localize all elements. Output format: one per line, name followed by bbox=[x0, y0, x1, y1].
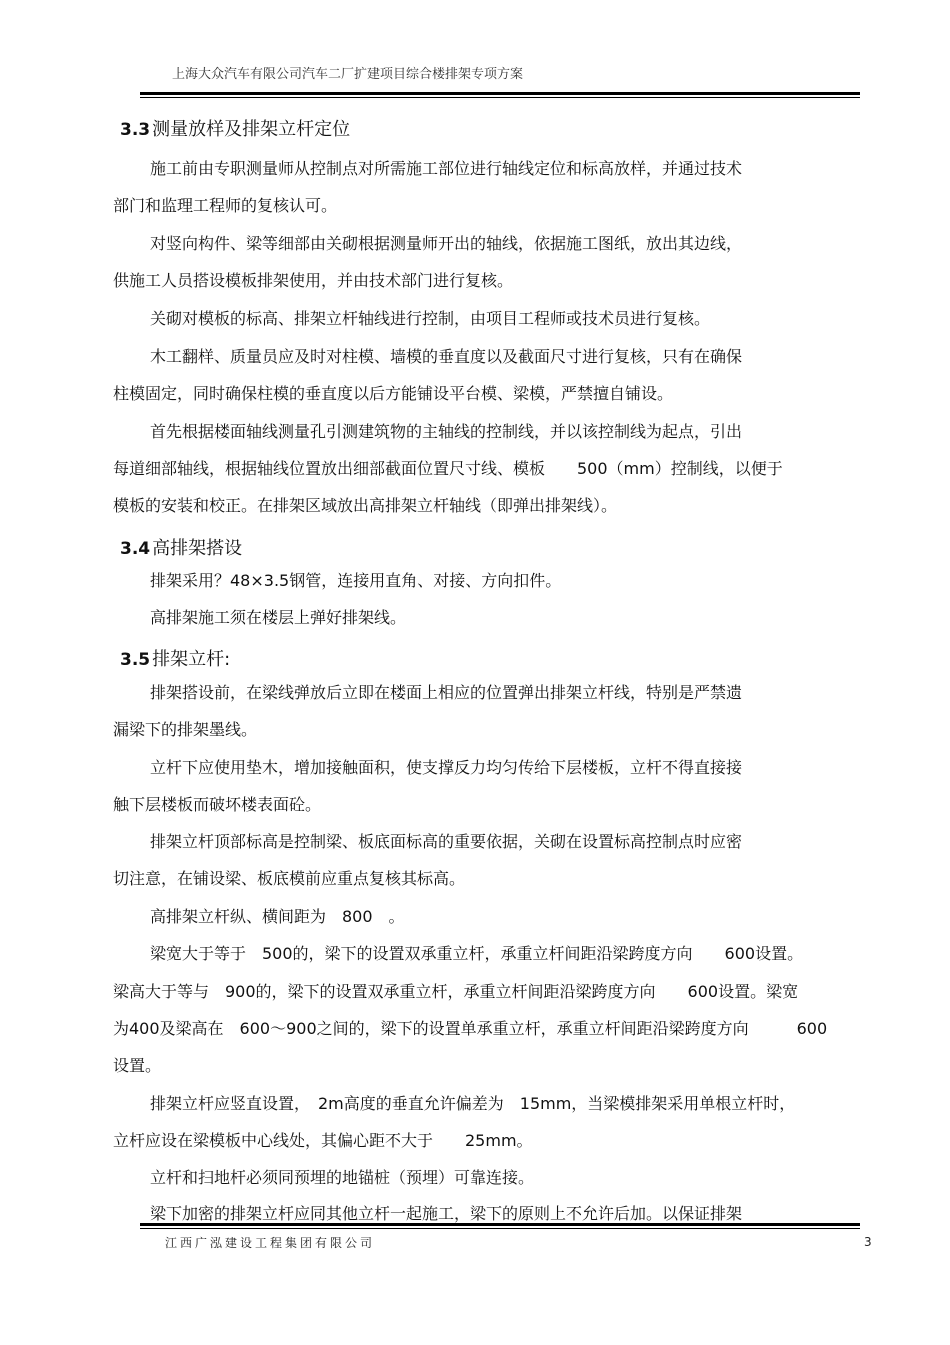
paragraph-line: 漏梁下的排架墨线。 bbox=[113, 720, 258, 739]
paragraph-line: 排架立杆应竖直设置， 2m高度的垂直允许偏差为 15mm，当梁模排架采用单根立杆时， bbox=[150, 1094, 796, 1113]
paragraph-line: 柱模固定，同时确保柱模的垂直度以后方能铺设平台模、梁模，严禁擅自铺设。 bbox=[113, 384, 674, 403]
section-heading bbox=[120, 115, 350, 141]
paragraph-line: 立杆和扫地杆必须同预埋的地锚桩（预埋）可靠连接。 bbox=[150, 1168, 535, 1187]
paragraph-line: 切注意，在铺设梁、板底模前应重点复核其标高。 bbox=[113, 869, 466, 888]
page-number: 3 bbox=[864, 1235, 872, 1249]
footer-company: 江西广泓建设工程集团有限公司 bbox=[165, 1236, 376, 1250]
paragraph-line: 高排架立杆纵、横间距为 800 。 bbox=[150, 907, 405, 926]
paragraph-line: 梁宽大于等于 500的，梁下的设置双承重立杆，承重立杆间距沿梁跨度方向 600设置。 bbox=[150, 944, 804, 963]
paragraph-line: 关砌对模板的标高、排架立杆轴线进行控制，由项目工程师或技术员进行复核。 bbox=[150, 309, 711, 328]
paragraph-line: 木工翻样、质量员应及时对柱模、墙模的垂直度以及截面尺寸进行复核，只有在确保 bbox=[150, 347, 743, 366]
paragraph-line: 供施工人员搭设模板排架使用，并由技术部门进行复核。 bbox=[113, 271, 514, 290]
header-rule-thick bbox=[140, 92, 860, 95]
section-title: 测量放样及排架立杆定位 bbox=[152, 119, 351, 140]
paragraph-line: 部门和监理工程师的复核认可。 bbox=[113, 196, 338, 215]
paragraph-line: 设置。 bbox=[113, 1056, 162, 1075]
paragraph-line: 触下层楼板而破坏楼表面砼。 bbox=[113, 795, 322, 814]
section-heading bbox=[120, 645, 230, 671]
footer-rule-thin bbox=[140, 1228, 860, 1229]
paragraph-line: 排架采用？48×3.5钢管，连接用直角、对接、方向扣件。 bbox=[150, 571, 562, 590]
paragraph-line: 立杆应设在梁模板中心线处，其偏心距不大于 25mm。 bbox=[113, 1131, 533, 1150]
header-title: 上海大众汽车有限公司汽车二厂扩建项目综合楼排架专项方案 bbox=[172, 67, 524, 82]
paragraph-line: 首先根据楼面轴线测量孔引测建筑物的主轴线的控制线，并以该控制线为起点，引出 bbox=[150, 422, 743, 441]
section-heading bbox=[120, 534, 242, 560]
paragraph-line: 排架立杆顶部标高是控制梁、板底面标高的重要依据，关砌在设置标高控制点时应密 bbox=[150, 832, 743, 851]
paragraph-line: 排架搭设前，在梁线弹放后立即在楼面上相应的位置弹出排架立杆线，特别是严禁遗 bbox=[150, 683, 743, 702]
header-rule-thin bbox=[140, 97, 860, 98]
paragraph-line: 高排架施工须在楼层上弹好排架线。 bbox=[150, 608, 407, 627]
footer-rule-thick bbox=[140, 1223, 860, 1226]
paragraph-line: 梁下加密的排架立杆应同其他立杆一起施工，梁下的原则上不允许后加。以保证排架 bbox=[150, 1204, 743, 1223]
paragraph-line: 模板的安装和校正。在排架区域放出高排架立杆轴线（即弹出排架线）。 bbox=[113, 496, 618, 515]
section-title: 高排架搭设 bbox=[152, 538, 243, 559]
paragraph-line: 每道细部轴线，根据轴线位置放出细部截面位置尺寸线、模板 500（mm）控制线，以便于 bbox=[113, 459, 783, 478]
paragraph-line: 对竖向构件、梁等细部由关砌根据测量师开出的轴线，依据施工图纸，放出其边线， bbox=[150, 234, 743, 253]
section-number: 3.3 bbox=[120, 120, 151, 140]
section-number: 3.5 bbox=[120, 650, 151, 670]
paragraph-line: 立杆下应使用垫木，增加接触面积，使支撑反力均匀传给下层楼板，立杆不得直接接 bbox=[150, 758, 743, 777]
paragraph-line: 为400及梁高在 600～900之间的，梁下的设置单承重立杆，承重立杆间距沿梁跨度方向 600 bbox=[113, 1019, 828, 1038]
section-title: 排架立杆: bbox=[152, 649, 231, 670]
paragraph-line: 梁高大于等与 900的，梁下的设置双承重立杆，承重立杆间距沿梁跨度方向 600设置。梁宽 bbox=[113, 982, 799, 1001]
paragraph-line: 施工前由专职测量师从控制点对所需施工部位进行轴线定位和标高放样，并通过技术 bbox=[150, 159, 743, 178]
section-number: 3.4 bbox=[120, 539, 151, 559]
